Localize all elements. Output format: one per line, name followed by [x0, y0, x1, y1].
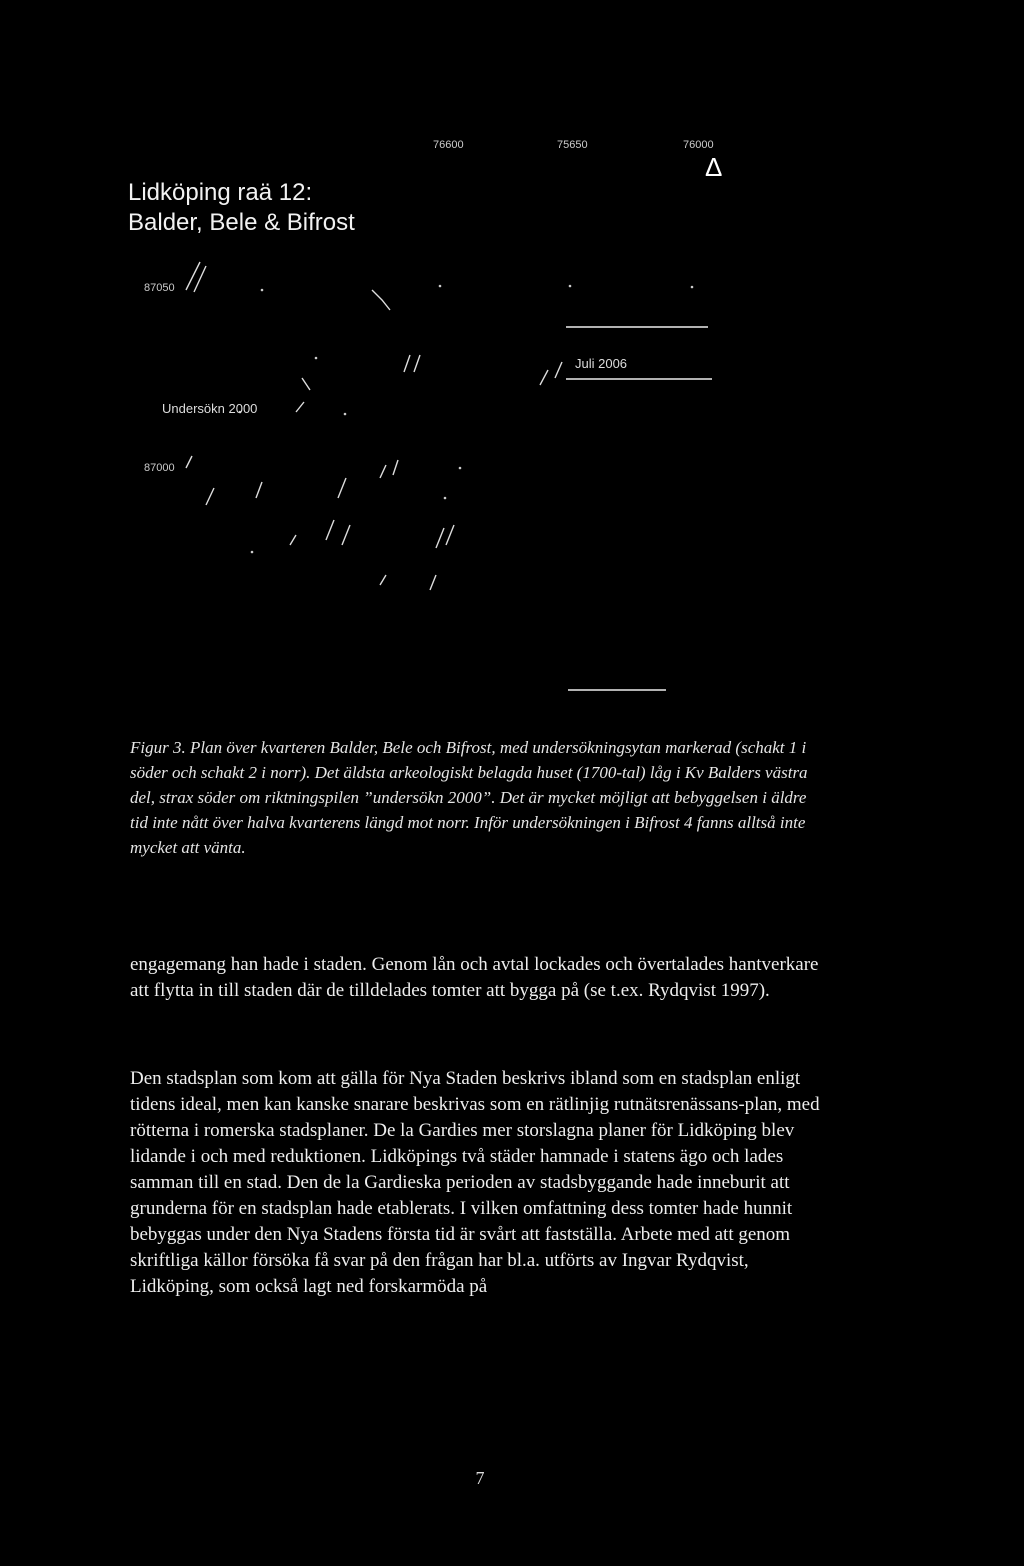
- map-title-line: Balder, Bele & Bifrost: [128, 209, 355, 236]
- map-stroke: [186, 456, 192, 468]
- map-linework: [0, 0, 1024, 710]
- map-stroke: [446, 525, 454, 545]
- body-paragraph: engagemang han hade i staden. Genom lån och avtal lockades och övertalades hantverkare att flytta in till staden där de tilldelades tomter att bygga på (se t.ex. Rydqvist 1997).: [130, 954, 819, 1001]
- figure-caption: Figur 3. Plan över kvarteren Balder, Bele och Bifrost, med undersökningsytan markerad (schakt 1 i söder och schakt 2 i norr). Det äldsta arkeologiskt belagda huset (1700-tal) låg i Kv Balders västra del, strax söder om riktningspilen ”undersökn 2000”. Det är mycket möjligt att bebyggelsen i äldre tid inte nått över halva kvarterens längd mot norr. Inför undersökningen i Bifrost 4 fanns alltså inte mycket att vänta.: [130, 738, 808, 857]
- map-coordinate: 87050: [144, 282, 175, 294]
- map-coordinate: 76600: [433, 139, 464, 151]
- map-stroke: [404, 355, 410, 372]
- map-stroke: [326, 520, 334, 540]
- map-stroke: [372, 290, 390, 310]
- map-dot: [344, 413, 347, 416]
- map-coordinate: 76000: [683, 139, 714, 151]
- map-stroke: [342, 525, 350, 545]
- map-coordinate: 75650: [557, 139, 588, 151]
- map-stroke: [540, 370, 548, 385]
- map-stroke: [380, 465, 386, 478]
- map-stroke: [414, 355, 420, 372]
- map-title: [128, 178, 428, 238]
- map-stroke: [380, 575, 386, 585]
- map-title-line: Lidköping raä 12:: [128, 179, 313, 206]
- map-stroke: [206, 488, 214, 505]
- page-number: 7: [475, 1468, 485, 1488]
- map-dot: [315, 357, 318, 360]
- map-dot: [569, 285, 572, 288]
- body-paragraph: Den stadsplan som kom att gälla för Nya Staden beskrivs ibland som en stadsplan enligt tidens ideal, men kan kanske snarare beskrivas som en rätlinjig rutnätsrenässans-plan, med rötterna i romerska stadsplaner. De la Gardies mer storslagna planer för Lidköping blev lidande i och med reduktionen. Lidköpings två städer hamnade i statens ägo och lades samman till en stad. Den de la Gardieska perioden av stadsbyggande hade inneburit att grunderna för en stadsplan hade etablerats. I vilken omfattning dess tomter hade hunnit bebyggas under den Nya Stadens första tid är svårt att fastställa. Arbete med att genom skriftliga källor försöka få svar på den frågan har bl.a. utförts av Ingvar Rydqvist, Lidköping, som också lagt ned forskarmöda på: [130, 1068, 820, 1297]
- map-stroke: [393, 460, 398, 475]
- map-stroke: [555, 362, 562, 378]
- map-dot: [251, 551, 254, 554]
- map-stroke: [338, 478, 346, 498]
- map-label-juli: Juli 2006: [575, 356, 628, 371]
- map-stroke: [302, 378, 310, 390]
- map-stroke: [290, 535, 296, 545]
- map-dot: [459, 467, 462, 470]
- map-label-undersokn: Undersökn 2000: [162, 401, 258, 416]
- map-stroke: [256, 482, 262, 498]
- site-plan-map: [0, 0, 1024, 710]
- map-coordinate: 87000: [144, 462, 175, 474]
- map-stroke: [296, 402, 304, 412]
- map-stroke: [436, 528, 444, 548]
- map-stroke: [186, 262, 200, 290]
- map-dot: [261, 289, 264, 292]
- map-dot: [444, 497, 447, 500]
- map-stroke: [430, 575, 436, 590]
- map-dot: [691, 286, 694, 289]
- north-arrow-icon: Δ: [705, 152, 723, 182]
- map-dot: [439, 285, 442, 288]
